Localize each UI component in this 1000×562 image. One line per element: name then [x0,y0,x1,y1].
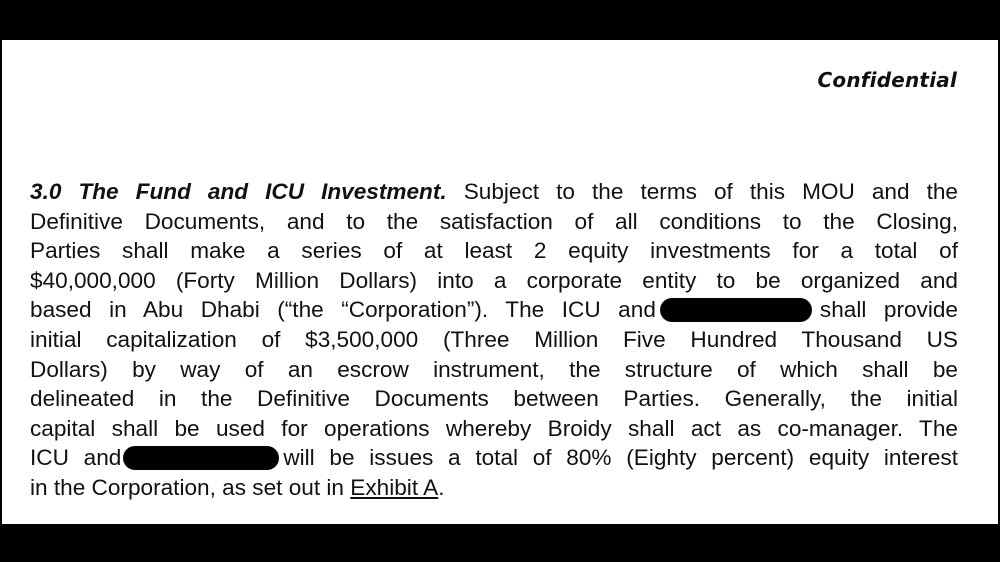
text-line: Parties shall make a series of at least 2 equity investments for a total of [30,238,958,264]
text-line: Definitive Documents, and to the satisfaction of all conditions to the Closing, [30,208,958,234]
redaction-mark [123,446,279,470]
section-paragraph [30,177,958,503]
text-line [30,177,958,207]
text-line: delineated in the Definitive Documents between Parties. Generally, the initial [30,386,958,412]
text-line: Dollars) by way of an escrow instrument, the structure of which shall be [30,356,958,382]
text-segment: ICU and [30,445,122,471]
text-line: capital shall be used for operations whereby Broidy shall act as co-manager. The [30,415,958,441]
text-line: initial capitalization of $3,500,000 (Three Million Five Hundred Thousand US [30,326,958,352]
text-segment: Subject to the terms of this MOU and the [463,179,958,204]
confidential-label: Confidential [817,68,957,92]
text-segment: will be issues a total of 80% (Eighty percent) equity interest [283,445,958,471]
text-segment: . [438,474,445,500]
text-line [30,295,958,325]
text-line [30,473,958,503]
text-line: $40,000,000 (Forty Million Dollars) into a corporate entity to be organized and [30,267,958,293]
exhibit-reference: Exhibit A [350,474,439,500]
section-heading: 3.0 The Fund and ICU Investment. [30,179,447,204]
text-line [30,443,958,473]
document-page [2,40,998,524]
text-segment: shall provide [819,297,958,323]
text-segment: based in Abu Dhabi (“the “Corporation”). The ICU and [30,297,656,323]
redaction-mark [660,298,812,322]
text-segment: in the Corporation, as set out in [30,474,344,500]
